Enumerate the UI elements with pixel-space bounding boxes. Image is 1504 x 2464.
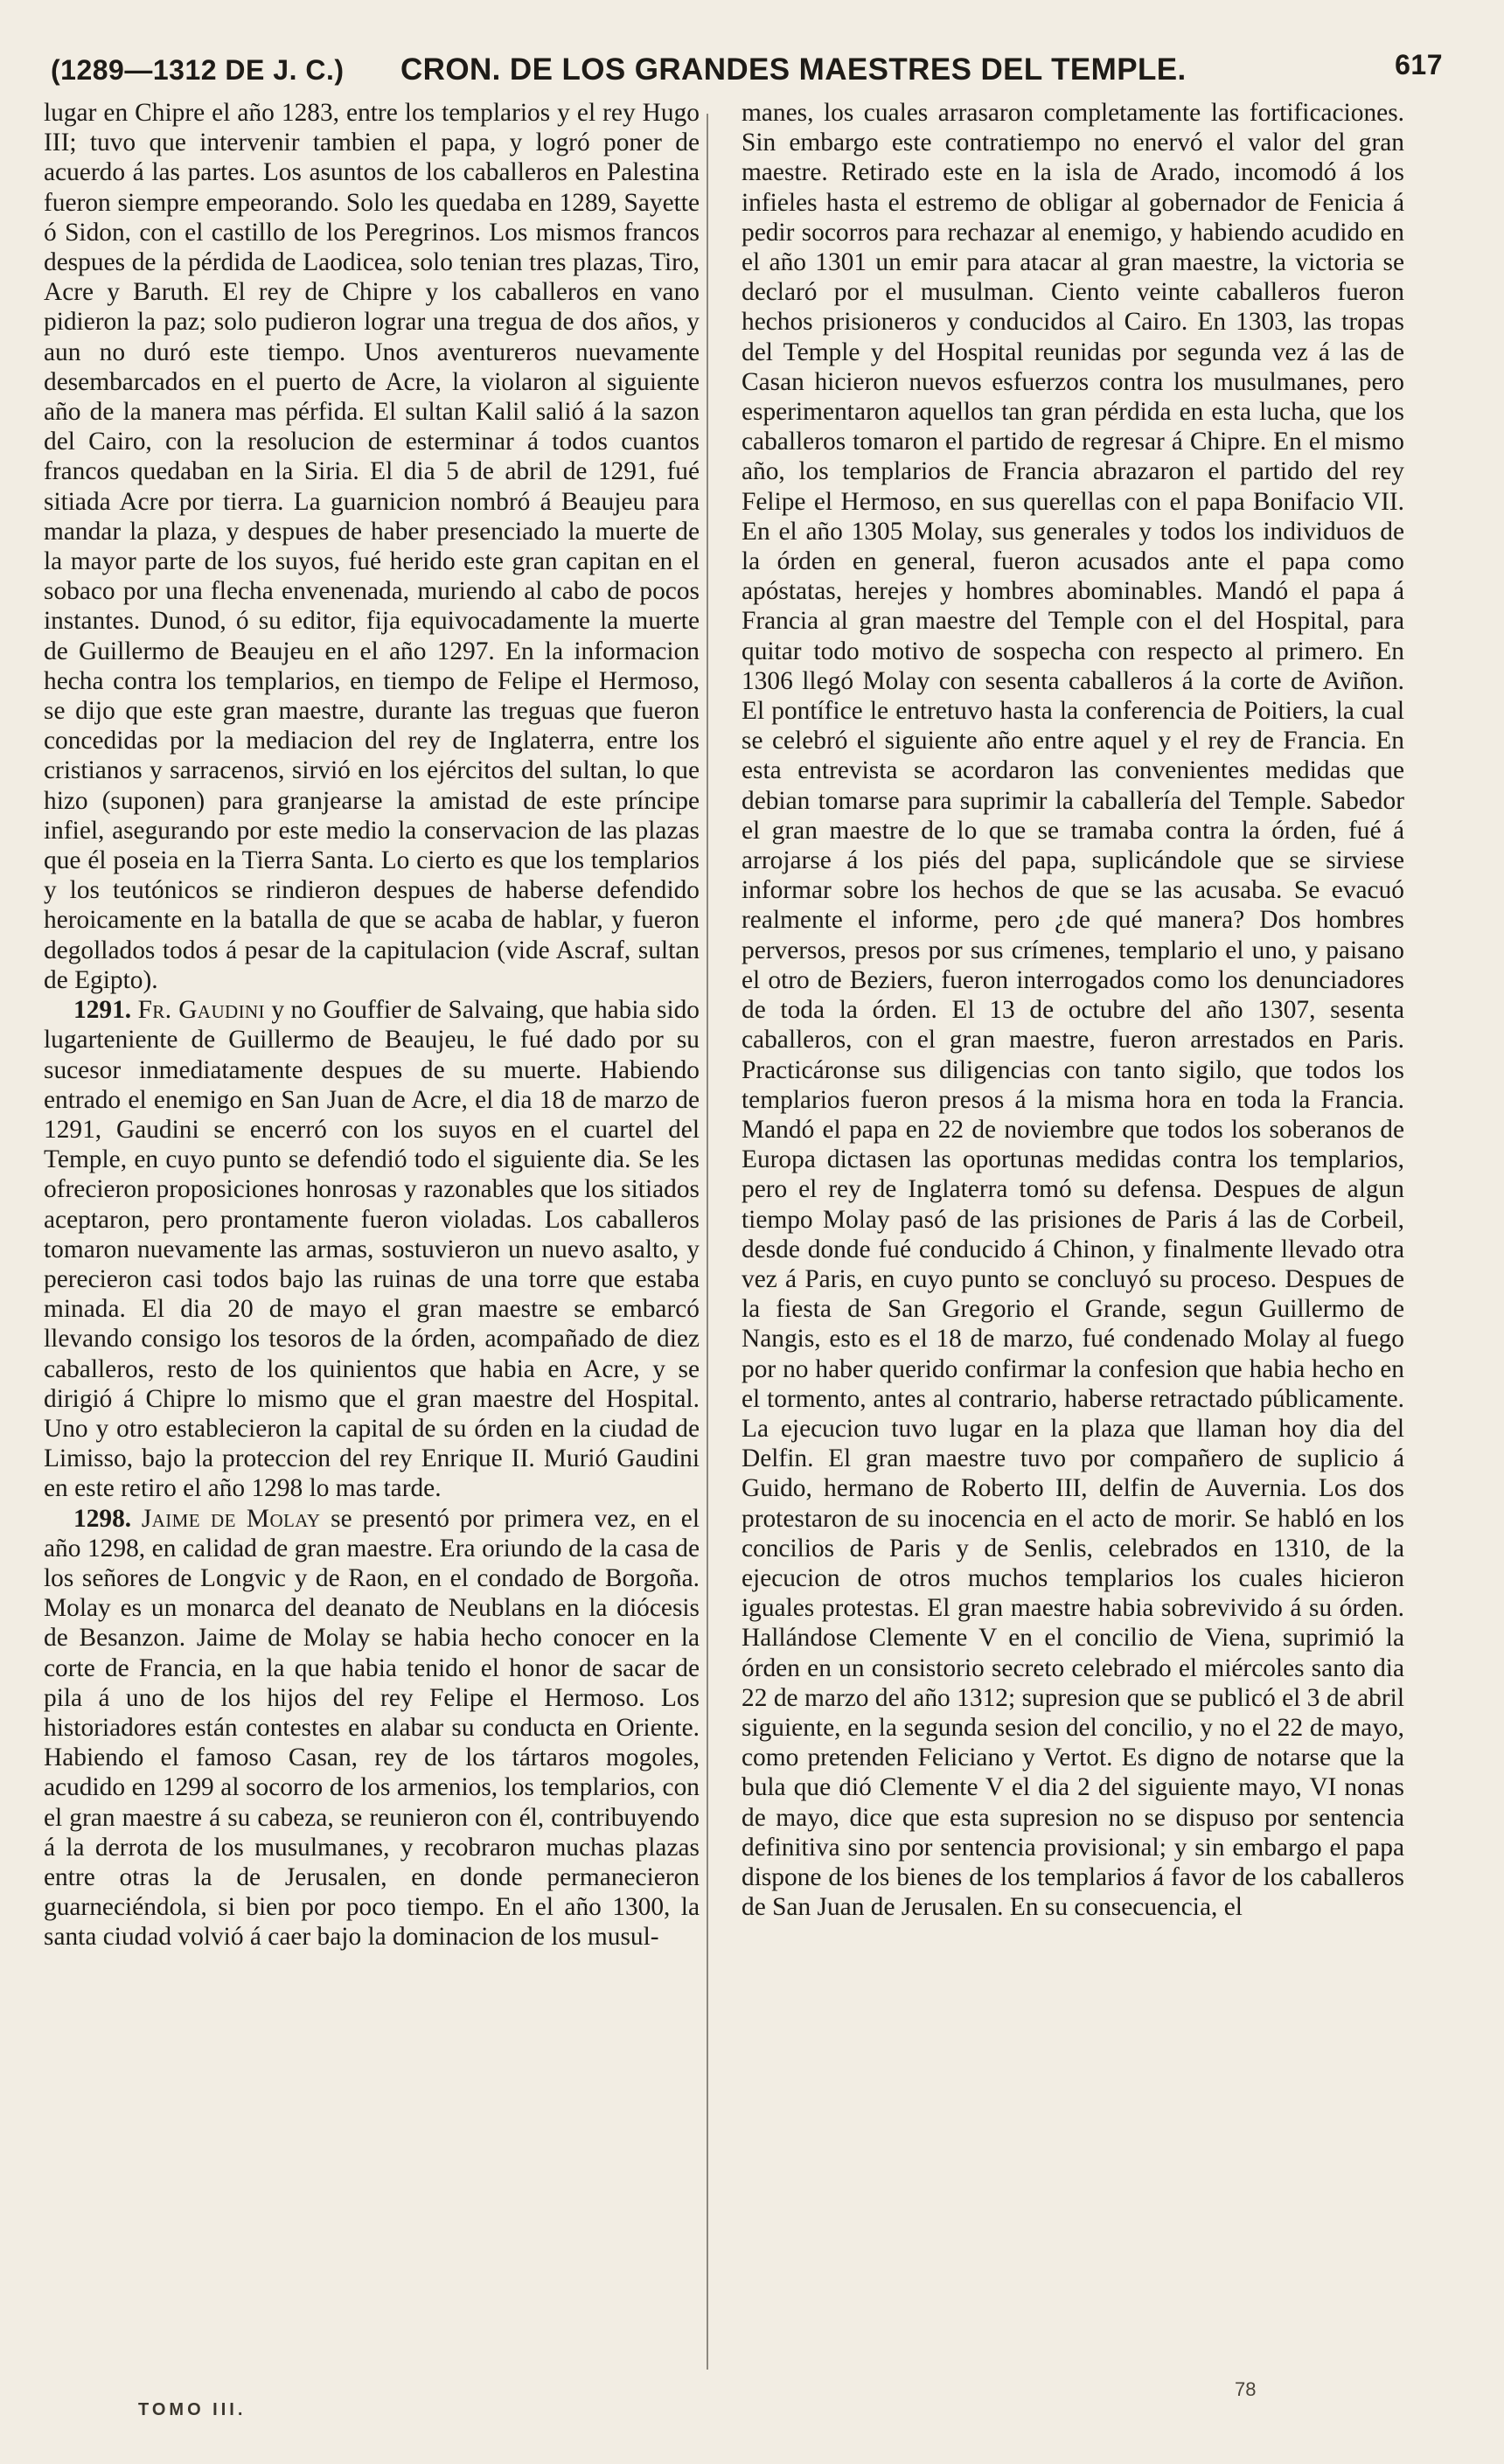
entry-text: se presentó por primera vez, en el año 1298, en calidad de gran maestre. Era oriundo de la casa de los señores de Longvic y de Raon, en el condado de Borgoña. Molay es un monarca del deanato de Neublans en la diócesis de Besanzon. Jaime de Molay se habia hecho conocer en la corte de Francia, en la que habia tenido el honor de sacar de pila á uno de los hijos del rey Felipe el Hermoso. Los historiadores están contestes en alabar su conducta en Oriente. Habiendo el famoso Casan, rey de los tártaros mogoles, acudido en 1299 al socorro de los armenios, los templarios, con el gran maestre á su cabeza, se reunieron con él, contribuyendo á la derrota de los musulmanes, y recobraron muchas plazas entre otras la de Jerusalen, en donde permanecieron guarneciéndola, si bien por poco tiempo. En el año 1300, la santa ciudad volvió á caer bajo la dominacion de los musul- <box>44 1504 700 1952</box>
entry-gaudini <box>44 995 700 1503</box>
entry-year: 1298. <box>73 1504 132 1533</box>
entry-text: y no Gouffier de Salvaing, que habia sido lugarteniente de Guillermo de Beaujeu, le fué dado por su sucesor inmediatamente despues de su muerte. Habiendo entrado el enemigo en San Juan de Acre, el dia 18 de marzo de 1291, Gaudini se encerró con los suyos en el cuartel del Temple, en cuyo punto se defendió todo el siguiente dia. Se les ofrecieron proposiciones honrosas y razonables que los sitiados aceptaron, pero prontamente fueron violadas. Los caballeros tomaron nuevamente las armas, sostuvieron un nuevo asalto, y perecieron casi todos bajo las ruinas de una torre que estaba minada. El dia 20 de mayo el gran maestre se embarcó llevando consigo los tesoros de la órden, acompañado de diez caballeros, resto de los quinientos que habia en Acre, y se dirigió á Chipre lo mismo que el gran maestre del Hospital. Uno y otro establecieron la capital de su órden en la ciudad de Limisso, bajo la proteccion del rey Enrique II. Murió Gaudini en este retiro el año 1298 lo mas tarde. <box>44 996 700 1503</box>
paragraph-molay-continued: manes, los cuales arrasaron completamente las fortificaciones. Sin embargo este contratiempo no enervó el valor del gran maestre. Retirado este en la isla de Arado, incomodó á los infieles hasta el estremo de obligar al gobernador de Fenicia á pedir socorros para rechazar al enemigo, y habiendo acudido en el año 1301 un emir para atacar al gran maestre, la victoria se declaró por el musulman. Ciento veinte caballeros fueron hechos prisioneros y conducidos al Cairo. En 1303, las tropas del Temple y del Hospital reunidas por segunda vez á las de Casan hicieron nuevos esfuerzos contra los musulmanes, pero esperimentaron aquellos tan gran pérdida en esta lucha, que los caballeros tomaron el partido de regresar á Chipre. En el mismo año, los templarios de Francia abrazaron el partido del rey Felipe el Hermoso, en sus querellas con el papa Bonifacio VII. En el año 1305 Molay, sus generales y todos los individuos de la órden en general, fueron acusados ante el papa como apóstatas, herejes y hombres abominables. Mandó el papa á Francia al gran maestre del Temple con el del Hospital, para quitar todo motivo de sospecha con respecto al primero. En 1306 llegó Molay con sesenta caballeros á la corte de Aviñon. El pontífice le entretuvo hasta la conferencia de Poitiers, la cual se celebró el siguiente año entre aquel y el rey de Francia. En esta entrevista se acordaron las convenientes medidas que debian tomarse para suprimir la caballería del Temple. Sabedor el gran maestre de lo que se tramaba contra la órden, fué á arrojarse á los piés del papa, suplicándole que se sirviese informar sobre los hechos de que se las acusaba. Se evacuó realmente el informe, pero ¿de qué manera? Dos hombres perversos, presos por sus crímenes, templario el uno, y paisano el otro de Beziers, fueron interrogados como los denunciadores de toda la órden. El 13 de octubre del año 1307, sesenta caballeros, con el gran maestre, fueron arrestados en Paris. Practicáronse sus diligencias con tanto sigilo, que todos los templarios fueron presos á la misma hora en toda la Francia. Mandó el papa en 22 de noviembre que todos los soberanos de Europa dictasen las oportunas medidas contra los templarios, pero el rey de Inglaterra tomó su defensa. Despues de algun tiempo Molay pasó de las prisiones de Paris á las de Corbeil, desde donde fué conducido á Chinon, y finalmente llevado otra vez á Paris, en cuyo punto se concluyó su proceso. Despues de la fiesta de San Gregorio el Grande, segun Guillermo de Nangis, esto es el 18 de marzo, fué condenado Molay al fuego por no haber querido confirmar la confesion que habia hecho en el tormento, antes al contrario, haberse retractado públicamente. La ejecucion tuvo lugar en la plaza que llaman hoy dia del Delfin. El gran maestre tuvo por compañero de suplicio á Guido, hermano de Roberto III, delfin de Auvernia. Los dos protestaron de su inocencia en el acto de morir. Se habló en los concilios de Paris y de Senlis, celebrados en 1310, de la ejecucion de otros muchos templarios los cuales hicieron iguales protestas. El gran maestre habia sobrevivido á su órden. Hallándose Clemente V en el concilio de Viena, suprimió la órden en un consistorio secreto celebrado el miércoles santo dia 22 de marzo del año 1312; supresion que se publicó el 3 de abril siguiente, en la segunda sesion del concilio, y no el 22 de mayo, como pretenden Feliciano y Vertot. Es digno de notarse que la bula que dió Clemente V el dia 2 del siguiente mayo, VI nonas de mayo, dice que esta supresion no se dispuso por sentencia definitiva sino por sentencia provisional; y sin embargo el papa dispone de los bienes de los templarios á favor de los caballeros de San Juan de Jerusalen. En su consecuencia, el <box>742 99 1404 1922</box>
column-divider <box>707 114 708 2370</box>
running-head <box>51 49 1443 94</box>
entry-name: Jaime de Molay <box>141 1504 321 1533</box>
left-column <box>44 98 700 1952</box>
header-date-range: (1289—1312 DE J. C.) <box>51 54 345 86</box>
signature-mark: 78 <box>1235 2378 1257 2400</box>
right-column <box>742 98 1404 1922</box>
header-title: CRON. DE LOS GRANDES MAESTRES DEL TEMPLE. <box>400 52 1187 87</box>
volume-label: TOMO III. <box>138 2400 247 2419</box>
entry-year: 1291. <box>73 996 132 1025</box>
page-number: 617 <box>1395 49 1443 80</box>
entry-name: Fr. Gaudini <box>137 996 265 1025</box>
paragraph-beaujeu-continued: lugar en Chipre el año 1283, entre los templarios y el rey Hugo III; tuvo que intervenir tambien el papa, y logró poner de acuerdo á las partes. Los asuntos de los caballeros en Palestina fueron siempre empeorando. Solo les quedaba en 1289, Sayette ó Sidon, con el castillo de los Peregrinos. Los mismos francos despues de la pérdida de Laodicea, solo tenian tres plazas, Tiro, Acre y Baruth. El rey de Chipre y los caballeros en vano pidieron la paz; solo pudieron lograr una tregua de dos años, y aun no duró este tiempo. Unos aventureros nuevamente desembarcados en el puerto de Acre, la violaron al siguiente año de la manera mas pérfida. El sultan Kalil salió á la sazon del Cairo, con la resolucion de esterminar á todos cuantos francos quedaban en la Siria. El dia 5 de abril de 1291, fué sitiada Acre por tierra. La guarnicion nombró á Beaujeu para mandar la plaza, y despues de haber presenciado la muerte de la mayor parte de los suyos, fué herido este gran capitan en el sobaco por una flecha envenenada, muriendo al cabo de pocos instantes. Dunod, ó su editor, fija equivocadamente la muerte de Guillermo de Beaujeu en el año 1297. En la informacion hecha contra los templarios, en tiempo de Felipe el Hermoso, se dijo que este gran maestre, durante las treguas que fueron concedidas por la mediacion del rey de Inglaterra, entre los cristianos y sarracenos, sirvió en los ejércitos del sultan, lo que hizo (suponen) para granjearse la amistad de este príncipe infiel, asegurando por este medio la conservacion de las plazas que él poseia en la Tierra Santa. Lo cierto es que los templarios y los teutónicos se rindieron despues de haberse defendido heroicamente en la batalla de que se acaba de hablar, y fueron degollados todos á pesar de la capitulacion (vide Ascraf, sultan de Egipto). <box>44 99 700 994</box>
entry-molay <box>44 1504 700 1952</box>
